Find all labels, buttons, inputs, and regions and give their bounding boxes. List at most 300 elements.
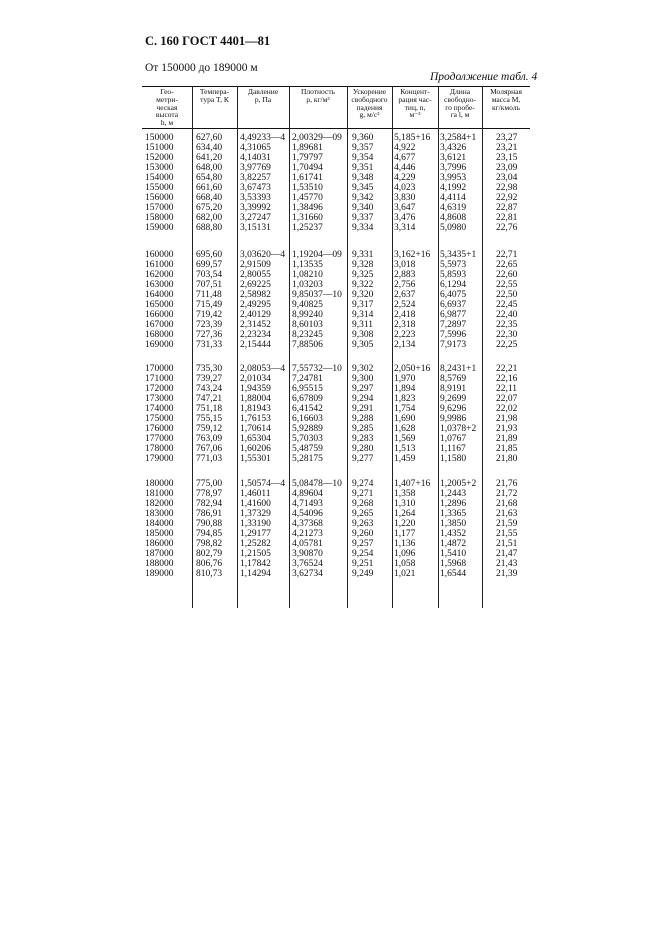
table-row xyxy=(142,203,530,213)
cell-temperature: 775,00 xyxy=(196,479,223,489)
cell-free-path: 5,0980 xyxy=(440,223,467,233)
cell-pressure: 2,01034 xyxy=(240,374,271,384)
cell-density: 4,05781 xyxy=(292,539,323,549)
cell-gravity: 9,360 xyxy=(352,133,374,143)
cell-temperature: 794,85 xyxy=(196,529,223,539)
cell-temperature: 731,33 xyxy=(196,340,223,350)
table-row xyxy=(142,133,530,143)
table-row xyxy=(142,280,530,290)
cell-gravity: 9,342 xyxy=(352,193,374,203)
cell-free-path: 7,2897 xyxy=(440,320,467,330)
cell-temperature: 778,97 xyxy=(196,489,223,499)
cell-temperature: 711,48 xyxy=(196,290,222,300)
cell-temperature: 798,82 xyxy=(196,539,223,549)
cell-free-path: 5,8593 xyxy=(440,270,467,280)
cell-gravity: 9,277 xyxy=(352,454,374,464)
column-header-altitude: Гео- метри- ческая высота h, м xyxy=(155,88,179,127)
cell-altitude: 182000 xyxy=(145,499,174,509)
cell-altitude: 154000 xyxy=(145,173,174,183)
table-row xyxy=(142,549,530,559)
cell-density: 6,95515 xyxy=(292,384,323,394)
cell-pressure: 1,65304 xyxy=(240,434,271,444)
cell-temperature: 755,15 xyxy=(196,414,223,424)
cell-pressure: 1,14294 xyxy=(240,569,271,579)
cell-temperature: 806,76 xyxy=(196,559,223,569)
cell-altitude: 179000 xyxy=(145,454,174,464)
cell-concentration: 1,628 xyxy=(394,424,416,434)
cell-concentration: 5,185+16 xyxy=(394,133,431,143)
cell-molar-mass: 23,09 xyxy=(496,163,518,173)
cell-altitude: 184000 xyxy=(145,519,174,529)
cell-pressure: 3,82257 xyxy=(240,173,271,183)
table-row xyxy=(142,384,530,394)
cell-density: 1,38496 xyxy=(292,203,323,213)
cell-free-path: 4,4114 xyxy=(440,193,466,203)
cell-free-path: 7,9173 xyxy=(440,340,467,350)
cell-pressure: 2,69225 xyxy=(240,280,271,290)
cell-molar-mass: 22,07 xyxy=(496,394,518,404)
cell-gravity: 9,314 xyxy=(352,310,374,320)
cell-temperature: 723,39 xyxy=(196,320,223,330)
cell-gravity: 9,354 xyxy=(352,153,374,163)
table-row xyxy=(142,173,530,183)
cell-gravity: 9,251 xyxy=(352,559,374,569)
cell-density: 1,08210 xyxy=(292,270,323,280)
cell-altitude: 188000 xyxy=(145,559,174,569)
cell-pressure: 1,50574—4 xyxy=(240,479,286,489)
cell-free-path: 5,3435+1 xyxy=(440,250,477,260)
cell-altitude: 165000 xyxy=(145,300,174,310)
cell-temperature: 759,12 xyxy=(196,424,223,434)
cell-free-path: 1,0767 xyxy=(440,434,467,444)
cell-altitude: 176000 xyxy=(145,424,174,434)
cell-gravity: 9,311 xyxy=(352,320,374,330)
table-row xyxy=(142,414,530,424)
table-row xyxy=(142,223,530,233)
cell-concentration: 1,021 xyxy=(394,569,416,579)
cell-pressure: 4,49233—4 xyxy=(240,133,286,143)
cell-gravity: 9,322 xyxy=(352,280,374,290)
cell-altitude: 153000 xyxy=(145,163,174,173)
cell-altitude: 183000 xyxy=(145,509,174,519)
cell-molar-mass: 22,81 xyxy=(496,213,518,223)
cell-temperature: 675,20 xyxy=(196,203,223,213)
cell-concentration: 2,134 xyxy=(394,340,416,350)
cell-gravity: 9,331 xyxy=(352,250,374,260)
cell-density: 4,21273 xyxy=(292,529,323,539)
cell-gravity: 9,271 xyxy=(352,489,374,499)
cell-density: 3,90870 xyxy=(292,549,323,559)
column-header-molar-mass: Молярная масса M, кг/кмоль xyxy=(490,88,522,112)
cell-pressure: 3,27247 xyxy=(240,213,271,223)
table-row xyxy=(142,270,530,280)
cell-concentration: 4,922 xyxy=(394,143,416,153)
cell-gravity: 9,308 xyxy=(352,330,374,340)
cell-concentration: 2,318 xyxy=(394,320,416,330)
cell-temperature: 763,09 xyxy=(196,434,223,444)
cell-density: 8,99240 xyxy=(292,310,323,320)
cell-free-path: 5,5973 xyxy=(440,260,467,270)
cell-altitude: 177000 xyxy=(145,434,174,444)
cell-pressure: 1,55301 xyxy=(240,454,271,464)
cell-molar-mass: 21,59 xyxy=(496,519,518,529)
table-row xyxy=(142,300,530,310)
cell-temperature: 627,60 xyxy=(196,133,223,143)
cell-temperature: 688,80 xyxy=(196,223,223,233)
table-row xyxy=(142,340,530,350)
cell-temperature: 661,60 xyxy=(196,183,223,193)
cell-pressure: 1,76153 xyxy=(240,414,271,424)
cell-pressure: 2,91509 xyxy=(240,260,271,270)
cell-free-path: 6,6937 xyxy=(440,300,467,310)
cell-altitude: 155000 xyxy=(145,183,174,193)
cell-gravity: 9,302 xyxy=(352,364,374,374)
cell-free-path: 1,0378+2 xyxy=(440,424,477,434)
cell-density: 1,61741 xyxy=(292,173,323,183)
cell-altitude: 158000 xyxy=(145,213,174,223)
cell-density: 6,67809 xyxy=(292,394,323,404)
cell-free-path: 9,6296 xyxy=(440,404,467,414)
cell-density: 4,37368 xyxy=(292,519,323,529)
cell-concentration: 3,162+16 xyxy=(394,250,431,260)
table-row xyxy=(142,320,530,330)
cell-altitude: 166000 xyxy=(145,310,174,320)
cell-pressure: 1,17842 xyxy=(240,559,271,569)
cell-temperature: 727,36 xyxy=(196,330,223,340)
cell-concentration: 2,524 xyxy=(394,300,416,310)
cell-temperature: 703,54 xyxy=(196,270,223,280)
cell-gravity: 9,320 xyxy=(352,290,374,300)
cell-free-path: 1,2896 xyxy=(440,499,467,509)
cell-concentration: 2,883 xyxy=(394,270,416,280)
cell-altitude: 151000 xyxy=(145,143,174,153)
cell-molar-mass: 22,45 xyxy=(496,300,518,310)
cell-molar-mass: 23,04 xyxy=(496,173,518,183)
cell-pressure: 3,03620—4 xyxy=(240,250,286,260)
cell-altitude: 167000 xyxy=(145,320,174,330)
cell-concentration: 1,358 xyxy=(394,489,416,499)
cell-molar-mass: 22,50 xyxy=(496,290,518,300)
cell-gravity: 9,274 xyxy=(352,479,374,489)
table-row xyxy=(142,454,530,464)
table-row xyxy=(142,559,530,569)
table-row xyxy=(142,250,530,260)
cell-gravity: 9,305 xyxy=(352,340,374,350)
cell-density: 1,19204—09 xyxy=(292,250,342,260)
cell-free-path: 4,1992 xyxy=(440,183,467,193)
cell-free-path: 6,1294 xyxy=(440,280,467,290)
cell-density: 5,48759 xyxy=(292,444,323,454)
cell-pressure: 2,31452 xyxy=(240,320,271,330)
cell-density: 6,41542 xyxy=(292,404,323,414)
cell-molar-mass: 22,87 xyxy=(496,203,518,213)
cell-gravity: 9,328 xyxy=(352,260,374,270)
cell-density: 5,28175 xyxy=(292,454,323,464)
cell-gravity: 9,268 xyxy=(352,499,374,509)
cell-concentration: 4,229 xyxy=(394,173,416,183)
cell-pressure: 1,88004 xyxy=(240,394,271,404)
cell-free-path: 1,2005+2 xyxy=(440,479,477,489)
table-row xyxy=(142,424,530,434)
cell-pressure: 1,81943 xyxy=(240,404,271,414)
column-header-concentration: Концент- рация час- тиц, n, м⁻³ xyxy=(398,88,432,120)
cell-density: 9,85037—10 xyxy=(292,290,342,300)
cell-altitude: 181000 xyxy=(145,489,174,499)
cell-pressure: 1,94359 xyxy=(240,384,271,394)
cell-concentration: 1,823 xyxy=(394,394,416,404)
table-row xyxy=(142,364,530,374)
cell-temperature: 782,94 xyxy=(196,499,223,509)
cell-free-path: 9,2699 xyxy=(440,394,467,404)
cell-temperature: 648,00 xyxy=(196,163,223,173)
cell-density: 4,71493 xyxy=(292,499,323,509)
cell-molar-mass: 21,47 xyxy=(496,549,518,559)
cell-density: 5,08478—10 xyxy=(292,479,342,489)
cell-molar-mass: 22,65 xyxy=(496,260,518,270)
cell-pressure: 3,53393 xyxy=(240,193,271,203)
cell-altitude: 161000 xyxy=(145,260,174,270)
cell-molar-mass: 22,40 xyxy=(496,310,518,320)
table-row xyxy=(142,529,530,539)
cell-density: 1,53510 xyxy=(292,183,323,193)
cell-density: 1,31660 xyxy=(292,213,323,223)
cell-concentration: 2,418 xyxy=(394,310,416,320)
cell-altitude: 162000 xyxy=(145,270,174,280)
cell-pressure: 2,58982 xyxy=(240,290,271,300)
page-header: С. 160 ГОСТ 4401—81 xyxy=(145,34,271,48)
cell-density: 5,92889 xyxy=(292,424,323,434)
cell-temperature: 668,40 xyxy=(196,193,223,203)
cell-molar-mass: 22,60 xyxy=(496,270,518,280)
cell-gravity: 9,257 xyxy=(352,539,374,549)
table-row xyxy=(142,330,530,340)
cell-gravity: 9,294 xyxy=(352,394,374,404)
cell-concentration: 1,459 xyxy=(394,454,416,464)
cell-molar-mass: 21,63 xyxy=(496,509,518,519)
altitude-range: От 150000 до 189000 м xyxy=(145,62,258,74)
cell-concentration: 2,637 xyxy=(394,290,416,300)
cell-density: 4,89604 xyxy=(292,489,323,499)
cell-pressure: 1,33190 xyxy=(240,519,271,529)
cell-free-path: 1,5410 xyxy=(440,549,467,559)
cell-concentration: 3,647 xyxy=(394,203,416,213)
cell-concentration: 1,264 xyxy=(394,509,416,519)
table-row xyxy=(142,539,530,549)
cell-molar-mass: 23,27 xyxy=(496,133,518,143)
table-row xyxy=(142,163,530,173)
table-row xyxy=(142,509,530,519)
cell-free-path: 3,4326 xyxy=(440,143,467,153)
cell-concentration: 4,023 xyxy=(394,183,416,193)
cell-temperature: 682,00 xyxy=(196,213,223,223)
cell-concentration: 1,310 xyxy=(394,499,416,509)
cell-density: 4,54096 xyxy=(292,509,323,519)
cell-free-path: 1,6544 xyxy=(440,569,467,579)
cell-gravity: 9,297 xyxy=(352,384,374,394)
cell-gravity: 9,265 xyxy=(352,509,374,519)
cell-temperature: 767,06 xyxy=(196,444,223,454)
cell-free-path: 8,5769 xyxy=(440,374,467,384)
cell-molar-mass: 23,15 xyxy=(496,153,518,163)
cell-temperature: 641,20 xyxy=(196,153,223,163)
table-row xyxy=(142,183,530,193)
table-row xyxy=(142,153,530,163)
cell-concentration: 4,446 xyxy=(394,163,416,173)
cell-concentration: 1,096 xyxy=(394,549,416,559)
cell-free-path: 4,6319 xyxy=(440,203,467,213)
cell-pressure: 2,40129 xyxy=(240,310,271,320)
cell-pressure: 2,15444 xyxy=(240,340,271,350)
cell-concentration: 2,756 xyxy=(394,280,416,290)
cell-free-path: 9,9986 xyxy=(440,414,467,424)
cell-free-path: 1,1580 xyxy=(440,454,467,464)
cell-molar-mass: 21,72 xyxy=(496,489,518,499)
cell-temperature: 654,80 xyxy=(196,173,223,183)
cell-temperature: 743,24 xyxy=(196,384,223,394)
cell-density: 8,23245 xyxy=(292,330,323,340)
cell-altitude: 152000 xyxy=(145,153,174,163)
cell-concentration: 1,136 xyxy=(394,539,416,549)
cell-pressure: 2,08053—4 xyxy=(240,364,286,374)
cell-molar-mass: 22,16 xyxy=(496,374,518,384)
cell-gravity: 9,351 xyxy=(352,163,374,173)
cell-concentration: 2,223 xyxy=(394,330,416,340)
cell-gravity: 9,357 xyxy=(352,143,374,153)
cell-molar-mass: 21,80 xyxy=(496,454,518,464)
cell-density: 1,79797 xyxy=(292,153,323,163)
cell-pressure: 2,80055 xyxy=(240,270,271,280)
cell-pressure: 1,25282 xyxy=(240,539,271,549)
cell-gravity: 9,285 xyxy=(352,424,374,434)
cell-free-path: 3,9953 xyxy=(440,173,467,183)
cell-temperature: 634,40 xyxy=(196,143,223,153)
cell-pressure: 4,14031 xyxy=(240,153,271,163)
cell-gravity: 9,254 xyxy=(352,549,374,559)
cell-free-path: 1,4352 xyxy=(440,529,467,539)
cell-altitude: 173000 xyxy=(145,394,174,404)
cell-free-path: 4,8608 xyxy=(440,213,467,223)
table-row xyxy=(142,569,530,579)
cell-altitude: 170000 xyxy=(145,364,174,374)
cell-molar-mass: 21,43 xyxy=(496,559,518,569)
cell-temperature: 802,79 xyxy=(196,549,223,559)
cell-density: 5,70303 xyxy=(292,434,323,444)
cell-molar-mass: 22,11 xyxy=(496,384,518,394)
table-row xyxy=(142,260,530,270)
cell-concentration: 3,830 xyxy=(394,193,416,203)
cell-gravity: 9,263 xyxy=(352,519,374,529)
cell-molar-mass: 22,76 xyxy=(496,223,518,233)
cell-free-path: 1,2443 xyxy=(440,489,467,499)
cell-free-path: 3,2584+1 xyxy=(440,133,477,143)
cell-altitude: 163000 xyxy=(145,280,174,290)
cell-concentration: 1,970 xyxy=(394,374,416,384)
cell-gravity: 9,348 xyxy=(352,173,374,183)
table-row xyxy=(142,404,530,414)
cell-altitude: 180000 xyxy=(145,479,174,489)
cell-concentration: 1,058 xyxy=(394,559,416,569)
cell-gravity: 9,288 xyxy=(352,414,374,424)
table-row xyxy=(142,143,530,153)
cell-molar-mass: 22,55 xyxy=(496,280,518,290)
cell-temperature: 747,21 xyxy=(196,394,223,404)
cell-free-path: 8,9191 xyxy=(440,384,467,394)
cell-concentration: 3,314 xyxy=(394,223,416,233)
cell-pressure: 1,46011 xyxy=(240,489,271,499)
cell-concentration: 1,569 xyxy=(394,434,416,444)
cell-density: 1,25237 xyxy=(292,223,323,233)
table-row xyxy=(142,193,530,203)
cell-altitude: 157000 xyxy=(145,203,174,213)
cell-molar-mass: 21,93 xyxy=(496,424,518,434)
cell-density: 1,89681 xyxy=(292,143,323,153)
cell-molar-mass: 22,71 xyxy=(496,250,518,260)
cell-free-path: 1,3365 xyxy=(440,509,467,519)
column-header-density: Плотность ρ, кг/м³ xyxy=(300,88,336,104)
cell-concentration: 3,018 xyxy=(394,260,416,270)
table-row xyxy=(142,499,530,509)
cell-free-path: 6,9877 xyxy=(440,310,467,320)
cell-free-path: 1,4872 xyxy=(440,539,467,549)
cell-pressure: 1,70614 xyxy=(240,424,271,434)
cell-density: 7,24781 xyxy=(292,374,323,384)
cell-pressure: 3,67473 xyxy=(240,183,271,193)
cell-temperature: 699,57 xyxy=(196,260,223,270)
cell-molar-mass: 21,55 xyxy=(496,529,518,539)
cell-density: 8,60103 xyxy=(292,320,323,330)
cell-gravity: 9,340 xyxy=(352,203,374,213)
cell-gravity: 9,337 xyxy=(352,213,374,223)
table-row xyxy=(142,519,530,529)
cell-altitude: 189000 xyxy=(145,569,174,579)
cell-density: 9,40825 xyxy=(292,300,323,310)
cell-density: 7,88506 xyxy=(292,340,323,350)
table-row xyxy=(142,213,530,223)
cell-density: 6,16603 xyxy=(292,414,323,424)
cell-concentration: 1,407+16 xyxy=(394,479,431,489)
cell-density: 3,62734 xyxy=(292,569,323,579)
cell-temperature: 786,91 xyxy=(196,509,223,519)
cell-molar-mass: 21,76 xyxy=(496,479,518,489)
table-row xyxy=(142,310,530,320)
cell-pressure: 1,21505 xyxy=(240,549,271,559)
cell-pressure: 2,23234 xyxy=(240,330,271,340)
cell-altitude: 169000 xyxy=(145,340,174,350)
cell-gravity: 9,249 xyxy=(352,569,374,579)
column-header-temperature: Темпера- тура T, К xyxy=(199,88,230,104)
cell-concentration: 1,894 xyxy=(394,384,416,394)
cell-molar-mass: 21,51 xyxy=(496,539,518,549)
cell-gravity: 9,300 xyxy=(352,374,374,384)
atmosphere-table xyxy=(142,86,530,610)
cell-concentration: 1,220 xyxy=(394,519,416,529)
cell-altitude: 150000 xyxy=(145,133,174,143)
cell-pressure: 4,31065 xyxy=(240,143,271,153)
cell-pressure: 1,29177 xyxy=(240,529,271,539)
cell-concentration: 1,754 xyxy=(394,404,416,414)
cell-temperature: 707,51 xyxy=(196,280,223,290)
cell-altitude: 185000 xyxy=(145,529,174,539)
cell-gravity: 9,334 xyxy=(352,223,374,233)
cell-pressure: 2,49295 xyxy=(240,300,271,310)
cell-concentration: 1,177 xyxy=(394,529,416,539)
table-row xyxy=(142,290,530,300)
cell-temperature: 719,42 xyxy=(196,310,223,320)
cell-molar-mass: 22,25 xyxy=(496,340,518,350)
cell-molar-mass: 22,02 xyxy=(496,404,518,414)
column-header-gravity: Ускорение свободного падения g, м/с² xyxy=(351,88,388,120)
cell-altitude: 174000 xyxy=(145,404,174,414)
